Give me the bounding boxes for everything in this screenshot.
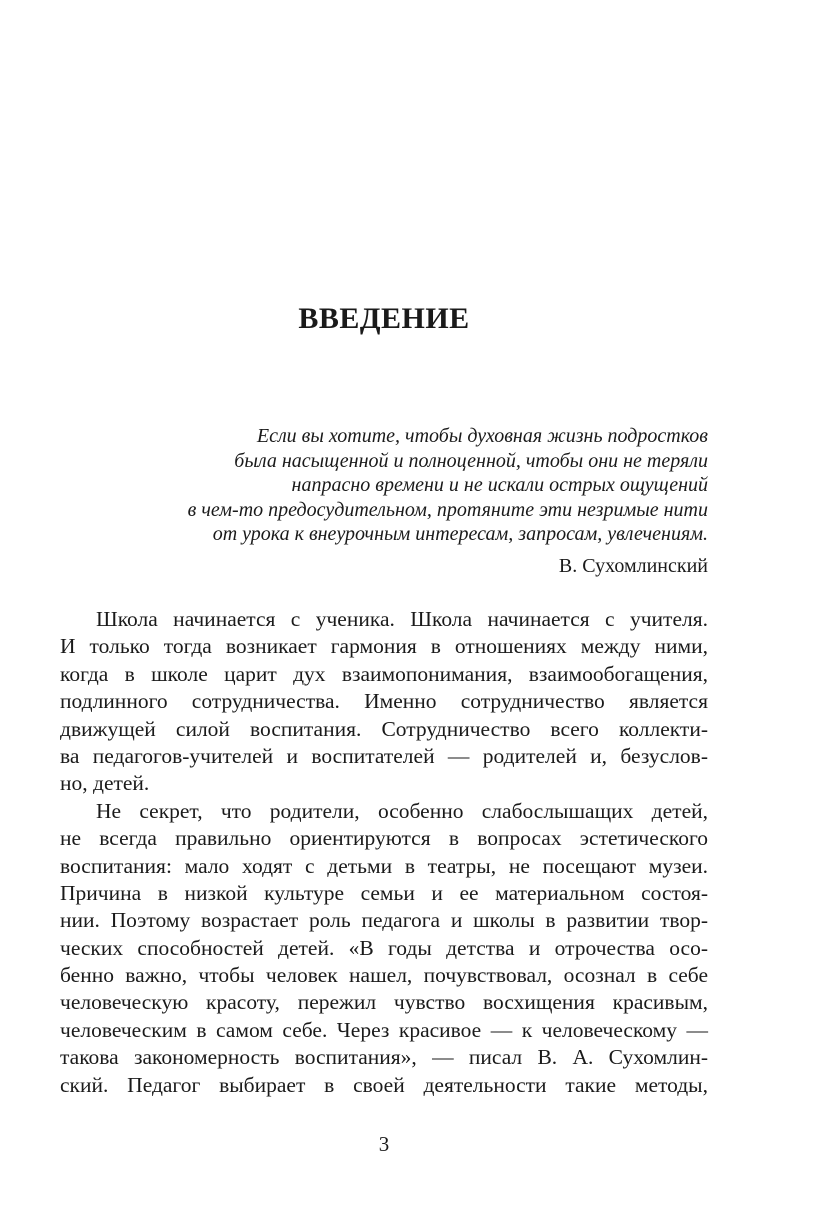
epigraph-line: была насыщенной и полноценной, чтобы они не теряли [234,449,708,472]
text-line: такова закономерность воспитания», — писал В. А. Сухомлин- [60,1045,708,1070]
epigraph-line: напрасно времени и не искали острых ощущений [291,474,708,496]
text-line: воспитания: мало ходят с детьми в театры, не посещают музеи. [60,853,708,878]
text-line: бенно важно, чтобы человек нашел, почувствовал, осознал в себе [60,963,708,988]
text-line: но, детей. [60,771,150,796]
text-line: ческих способностей детей. «В годы детства и отрочества осо- [60,935,708,960]
text-line: когда в школе царит дух взаимопонимания, взаимообогащения, [60,661,708,686]
body-text [60,606,708,1099]
text-line: Причина в низкой культуре семьи и ее материальном состоя- [60,880,708,905]
epigraph-line: Если вы хотите, чтобы духовная жизнь подростков [256,425,708,447]
epigraph-author: В. Сухомлинский [558,555,708,577]
text-line: Не секрет, что родители, особенно слабослышащих детей, [96,798,708,823]
text-line: нии. Поэтому возрастает роль педагога и школы в развитии твор- [60,908,708,933]
text-line: ский. Педагог выбирает в своей деятельности такие методы, [60,1072,708,1097]
paragraph [60,798,708,1099]
chapter-title: ВВЕДЕНИЕ [298,302,470,335]
text-line: человеческую красоту, пережил чувство восхищения красивым, [60,990,708,1015]
epigraph-line: от урока к внеурочным интересам, запросам, увлечениям. [212,523,708,545]
text-line: И только тогда возникает гармония в отношениях между ними, [60,634,708,659]
text-line: человеческим в самом себе. Через красивое — к человеческому — [60,1017,708,1042]
page-number: 3 [378,1132,390,1156]
text-line: движущей силой воспитания. Сотрудничество всего коллекти- [60,716,708,741]
epigraph-line: в чем-то предосудительном, протяните эти незримые нити [187,498,708,521]
text-line: Школа начинается с ученика. Школа начинается с учителя. [96,607,708,631]
paragraph [60,606,708,798]
text-line: не всегда правильно ориентируются в вопросах эстетического [60,826,708,851]
text-line: подлинного сотрудничества. Именно сотрудничество является [60,689,708,714]
epigraph [88,424,708,547]
text-line: ва педагогов-учителей и воспитателей — родителей и, безуслов- [60,743,708,768]
